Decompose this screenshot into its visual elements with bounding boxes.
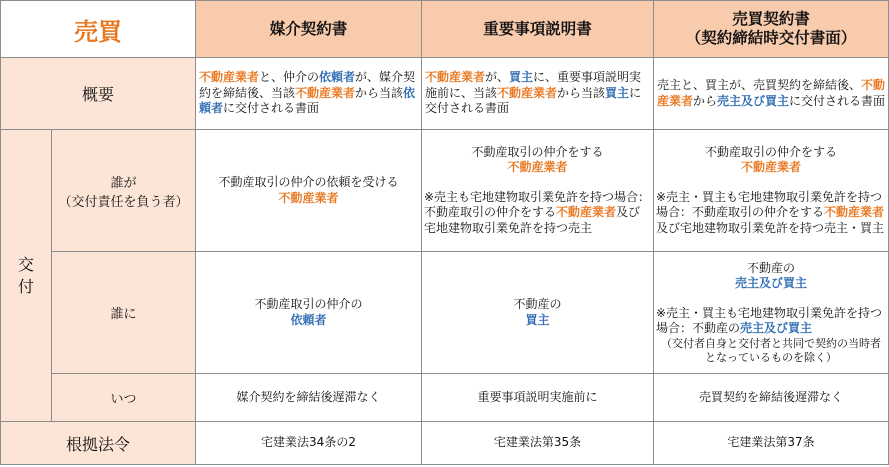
itsu-col3: 売買契約を締結後遅滞なく (654, 374, 889, 422)
text-fragment: に、重要事項説明実施前に、当該 (425, 70, 642, 100)
text-fragment: 不動産業者 (824, 205, 885, 220)
gaiyou-col1 (196, 58, 422, 130)
text-fragment: 不動産取引の仲介をする (704, 144, 837, 159)
text-fragment: 売主と、買主が、売買契約を締結後、 (657, 78, 862, 92)
row-dare-ni (1, 252, 889, 374)
text-fragment: 不動産業者 (740, 160, 801, 175)
dare-ni-col2 (422, 252, 654, 374)
gaiyou-col2 (422, 58, 654, 130)
text-fragment: と、仲介の (259, 70, 320, 85)
text-fragment: 及び宅地建物取引業免許を持つ売主・買主 (656, 220, 885, 235)
text-fragment: 不動産業者 (507, 160, 568, 175)
konkyo-col2: 宅建業法第35条 (422, 422, 654, 465)
text-fragment: ※売主・買主も宅地建物取引業免許を持つ場合：不動産取引の仲介をする (656, 189, 883, 220)
text-fragment: ※売主も宅地建物取引業免許を持つ場合：不動産取引の仲介をする (424, 189, 651, 220)
header-col2: 重要事項説明書 (422, 1, 654, 58)
dare-ga-label-line2: （交付責任を負う者） (58, 194, 189, 210)
corner-title: 売買 (1, 1, 196, 58)
text-fragment: 及び宅地建物取引業免許を持つ売主 (424, 205, 641, 235)
text-fragment: 不動産の (513, 297, 562, 311)
text-fragment: が、 (485, 70, 510, 85)
dare-ga-col3 (654, 130, 889, 252)
text-fragment: 不動産取引の仲介をする (471, 144, 604, 159)
text-fragment: （交付者自身と交付者と共同で契約の当時者となっているものを除く） (661, 336, 881, 364)
row-label-dare-ga (52, 130, 196, 252)
itsu-col2: 重要事項説明実施前に (422, 374, 654, 422)
text-fragment: から当該 (355, 85, 404, 100)
row-label-konkyo: 根拠法令 (1, 422, 196, 465)
header-col3-line2: （契約締結時交付書面） (685, 29, 857, 47)
row-label-dare-ni: 誰に (52, 252, 196, 374)
text-fragment: 不動産取引の仲介の (254, 297, 363, 311)
header-col3 (654, 1, 889, 58)
text-fragment: が、媒介契約を締結後、当該 (199, 70, 416, 100)
konkyo-col3: 宅建業法第37条 (654, 422, 889, 465)
text-fragment: 不動産取引の仲介の依頼を受ける (218, 175, 399, 189)
spacer (656, 176, 886, 190)
text-fragment: 不動産業者 (278, 190, 339, 205)
row-label-itsu: いつ (52, 374, 196, 422)
spacer (424, 176, 651, 190)
row-itsu (1, 374, 889, 422)
note-paragraph (656, 306, 886, 337)
text-fragment: 売主及び買主 (717, 93, 790, 108)
row-konkyo (1, 422, 889, 465)
dare-ni-col3 (654, 252, 889, 374)
text-fragment: から当該 (557, 85, 606, 100)
text-fragment: 依頼者 (199, 85, 416, 116)
koufu-group-label (1, 130, 52, 422)
text-fragment: 買主 (525, 312, 550, 327)
dare-ni-col1 (196, 252, 422, 374)
text-fragment: ※売主・買主も宅地建物取引業免許を持つ場合：不動産の (656, 305, 883, 335)
row-label-gaiyou: 概要 (1, 58, 196, 130)
text-fragment: 不動産業者 (556, 205, 617, 220)
itsu-col1: 媒介契約を締結後遅滞なく (196, 374, 422, 422)
konkyo-col1: 宅建業法34条の2 (196, 422, 422, 465)
text-fragment: 不動産業者 (657, 78, 886, 108)
text-fragment: 不動産の (746, 260, 795, 275)
text-fragment: 売主及び買主 (734, 276, 807, 290)
text-fragment: 買主 (509, 70, 534, 85)
text-fragment: に交付される書面 (223, 101, 320, 116)
text-fragment: に交付される書面 (789, 93, 886, 108)
header-col3-line1: 売買契約書 (732, 10, 810, 28)
dare-ga-col1 (196, 130, 422, 252)
note-paragraph (424, 190, 651, 237)
dare-ga-col2 (422, 130, 654, 252)
row-gaiyou (1, 58, 889, 130)
koufu-label-char2: 付 (17, 276, 34, 296)
text-fragment: 買主 (605, 85, 630, 100)
text-fragment: 不動産業者 (295, 85, 356, 100)
header-row (1, 1, 889, 58)
text-fragment: から (693, 93, 718, 108)
header-col1: 媒介契約書 (196, 1, 422, 58)
row-dare-ga (1, 130, 889, 252)
gaiyou-col3 (654, 58, 889, 130)
dare-ga-label-line1: 誰が (110, 175, 137, 191)
text-fragment: 依頼者 (290, 312, 327, 327)
text-fragment: 依頼者 (319, 70, 356, 85)
text-fragment: 売主及び買主 (740, 321, 813, 335)
koufu-label-char1: 交 (17, 254, 34, 274)
text-fragment: 不動産業者 (425, 70, 486, 85)
text-fragment: 不動産業者 (497, 85, 558, 100)
note-paragraph (656, 190, 886, 237)
text-fragment: に交付される書面 (425, 85, 642, 116)
text-fragment: 不動産業者 (199, 70, 260, 85)
spacer (656, 292, 886, 306)
